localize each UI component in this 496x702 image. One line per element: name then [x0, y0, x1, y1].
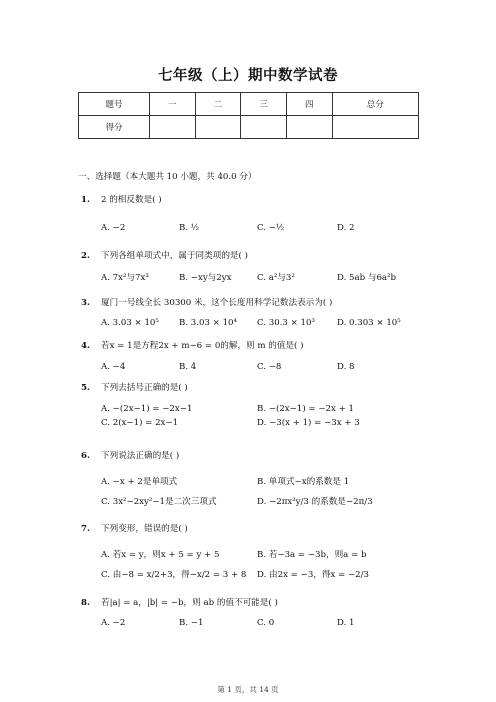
question-stem — [81, 596, 278, 608]
answer-option[interactable]: C. −8 — [257, 362, 282, 372]
question-text: 下列去括号正确的是( ) — [101, 383, 188, 393]
question-number: 6. — [81, 451, 90, 461]
answer-option[interactable]: A. −(2x−1) = −2x−1 — [101, 404, 193, 414]
answer-option[interactable]: D. 0.303 × 10⁵ — [337, 318, 401, 328]
page-title: 七年级（上）期中数学试卷 — [158, 67, 338, 84]
question-number: 2. — [81, 251, 90, 261]
answer-option[interactable]: B. −xy与2yx — [179, 273, 232, 283]
score-cell[interactable] — [241, 116, 287, 139]
question-number: 5. — [81, 383, 90, 393]
answer-option[interactable]: C. 3x²−2xy²−1是二次三项式 — [101, 497, 217, 507]
question-text: 下列变形，错误的是( ) — [101, 524, 188, 534]
answer-option[interactable]: B. ½ — [179, 223, 200, 233]
question-stem — [81, 449, 179, 461]
question-text: 2 的相反数是( ) — [101, 195, 162, 205]
answer-option[interactable]: C. 30.3 × 10³ — [257, 318, 315, 328]
answer-option[interactable]: B. 3.03 × 10⁴ — [179, 318, 237, 328]
question-stem — [81, 296, 332, 308]
answer-option[interactable]: B. −(2x−1) = −2x + 1 — [257, 404, 354, 414]
question-stem — [81, 193, 162, 205]
answer-option[interactable]: A. 7x²与7x³ — [101, 273, 149, 283]
answer-option[interactable]: D. −2πx²y/3 的系数是−2π/3 — [257, 497, 373, 507]
page-footer: 第 1 页，共 14 页 — [217, 685, 279, 694]
answer-option[interactable]: C. 由−8 = x/2+3，得−x/2 = 3 + 8 — [101, 570, 247, 580]
answer-option[interactable]: B. 4 — [179, 362, 197, 372]
answer-option[interactable]: D. 2 — [337, 223, 355, 233]
score-cell[interactable] — [332, 116, 418, 139]
score-row-label: 得分 — [79, 116, 150, 139]
score-table-header-row — [79, 93, 419, 116]
answer-option[interactable]: D. 由2x = −3，得x = −2/3 — [257, 570, 370, 580]
answer-option[interactable]: A. −2 — [101, 618, 126, 628]
question-number: 4. — [81, 341, 90, 351]
answer-option[interactable]: D. −3(x + 1) = −3x + 3 — [257, 418, 360, 428]
answer-option[interactable]: B. 单项式−x的系数是 1 — [257, 477, 350, 487]
answer-option[interactable]: C. −½ — [257, 223, 285, 233]
question-stem — [81, 381, 188, 393]
question-number: 7. — [81, 524, 90, 534]
score-header-cell: 三 — [241, 93, 287, 116]
question-text: 下列说法正确的是( ) — [101, 451, 180, 461]
answer-option[interactable]: C. 2(x−1) = 2x−1 — [101, 418, 179, 428]
answer-option[interactable]: A. 3.03 × 10⁵ — [101, 318, 159, 328]
answer-option[interactable]: B. −1 — [179, 618, 204, 628]
answer-option[interactable]: D. 5ab 与6a²b — [337, 273, 397, 283]
score-header-cell: 总分 — [332, 93, 418, 116]
answer-option[interactable]: C. 0 — [257, 618, 275, 628]
question-text: 若x = 1是方程2x + m−6 = 0的解，则 m 的值是( ) — [101, 341, 304, 351]
answer-option[interactable]: B. 若−3a = −3b，则a = b — [257, 550, 367, 560]
question-number: 3. — [81, 298, 90, 308]
question-number: 1. — [81, 195, 90, 205]
score-header-cell: 二 — [195, 93, 241, 116]
score-header-cell: 一 — [150, 93, 196, 116]
question-stem — [81, 339, 304, 351]
score-header-cell: 题号 — [79, 93, 150, 116]
answer-option[interactable]: A. −4 — [101, 362, 126, 372]
score-header-cell: 四 — [286, 93, 332, 116]
score-cell[interactable] — [195, 116, 241, 139]
question-number: 8. — [81, 598, 90, 608]
question-stem — [81, 522, 188, 534]
answer-option[interactable]: C. a²与3² — [257, 273, 295, 283]
answer-option[interactable]: D. 8 — [337, 362, 355, 372]
score-cell[interactable] — [286, 116, 332, 139]
question-text: 下列各组单项式中，属于同类项的是( ) — [101, 251, 248, 261]
question-text: 若|a| = a，|b| = −b，则 ab 的值不可能是( ) — [101, 598, 278, 608]
score-table-score-row — [79, 116, 419, 139]
answer-option[interactable]: D. 1 — [337, 618, 355, 628]
score-cell[interactable] — [150, 116, 196, 139]
answer-option[interactable]: A. −x + 2是单项式 — [101, 477, 178, 487]
answer-option[interactable]: A. 若x = y，则x + 5 = y + 5 — [101, 550, 220, 560]
answer-option[interactable]: A. −2 — [101, 223, 126, 233]
section-heading: 一、选择题（本大题共 10 小题，共 40.0 分） — [78, 172, 257, 182]
question-stem — [81, 249, 248, 261]
question-text: 厦门一号线全长 30300 米，这个长度用科学记数法表示为( ) — [101, 298, 333, 308]
score-table — [78, 92, 419, 139]
